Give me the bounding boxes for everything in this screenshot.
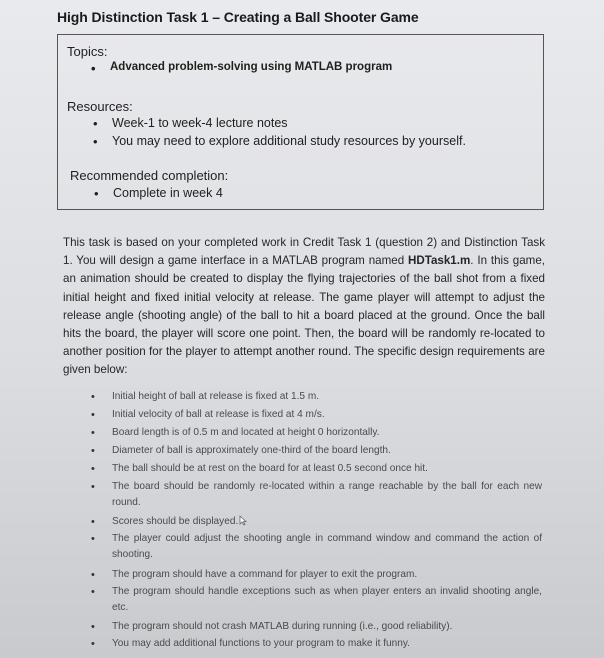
task-description (63, 234, 545, 380)
requirement-item: • The program should handle exceptions such as when player enters an invalid shooting angle, etc. (112, 584, 542, 617)
requirement-item: • The program should not crash MATLAB during running (i.e., good reliability). (112, 619, 542, 635)
resources-label: Resources: (67, 99, 133, 114)
requirement-item: • You may add additional functions to your program to make it funny. (112, 636, 542, 652)
topics-label: Topics: (67, 44, 108, 59)
completion-label: Recommended completion: (70, 168, 229, 183)
requirement-item: • Initial velocity of ball at release is fixed at 4 m/s. (112, 407, 542, 423)
requirement-item: • The ball should be at rest on the board for at least 0.5 second once hit. (112, 461, 542, 477)
requirement-item: • The board should be randomly re-located within a range reachable by the ball for each new round. (112, 479, 542, 512)
requirement-item: • The program should have a command for player to exit the program. (112, 567, 542, 583)
requirement-item: • The player could adjust the shooting angle in command window and command the action of shooting. (112, 531, 542, 564)
task-info-box (57, 34, 544, 210)
requirement-item: • Initial height of ball at release is fixed at 1.5 m. (112, 389, 542, 405)
completion-item: • Complete in week 4 (113, 186, 223, 200)
description-text: This task is based on your completed work in Credit Task 1 (question 2) and Distinction Task 1. You will design a game interface in a MATLAB program named (63, 236, 545, 268)
requirement-item: • Board length is of 0.5 m and located at height 0 horizontally. (112, 425, 542, 441)
requirement-item: • Diameter of ball is approximately one-third of the board length. (112, 443, 542, 459)
resource-item: • You may need to explore additional study resources by yourself. (112, 134, 466, 148)
page-title: High Distinction Task 1 – Creating a Ball Shooter Game (57, 9, 419, 25)
topic-item: • Advanced problem-solving using MATLAB program (110, 61, 392, 73)
mouse-cursor-icon (239, 515, 248, 526)
requirement-text: Scores should be displayed. (112, 516, 239, 527)
program-filename: HDTask1.m (408, 254, 471, 268)
requirement-item (112, 514, 542, 530)
resource-item: • Week-1 to week-4 lecture notes (112, 116, 288, 130)
description-text-cont: . In this game, an animation should be created to display the flying trajectories of the ball shot from a fixed initial height and fixed initial velocity at release. The game player will attempt to adjust the release angle (shooting angle) of the ball to hit a board placed at the ground. Once the ball hits the board, the player will score one point. Then, the board will be randomly re-located to another position for the player to attempt another round. The specific design requirements are given below: (63, 254, 545, 377)
